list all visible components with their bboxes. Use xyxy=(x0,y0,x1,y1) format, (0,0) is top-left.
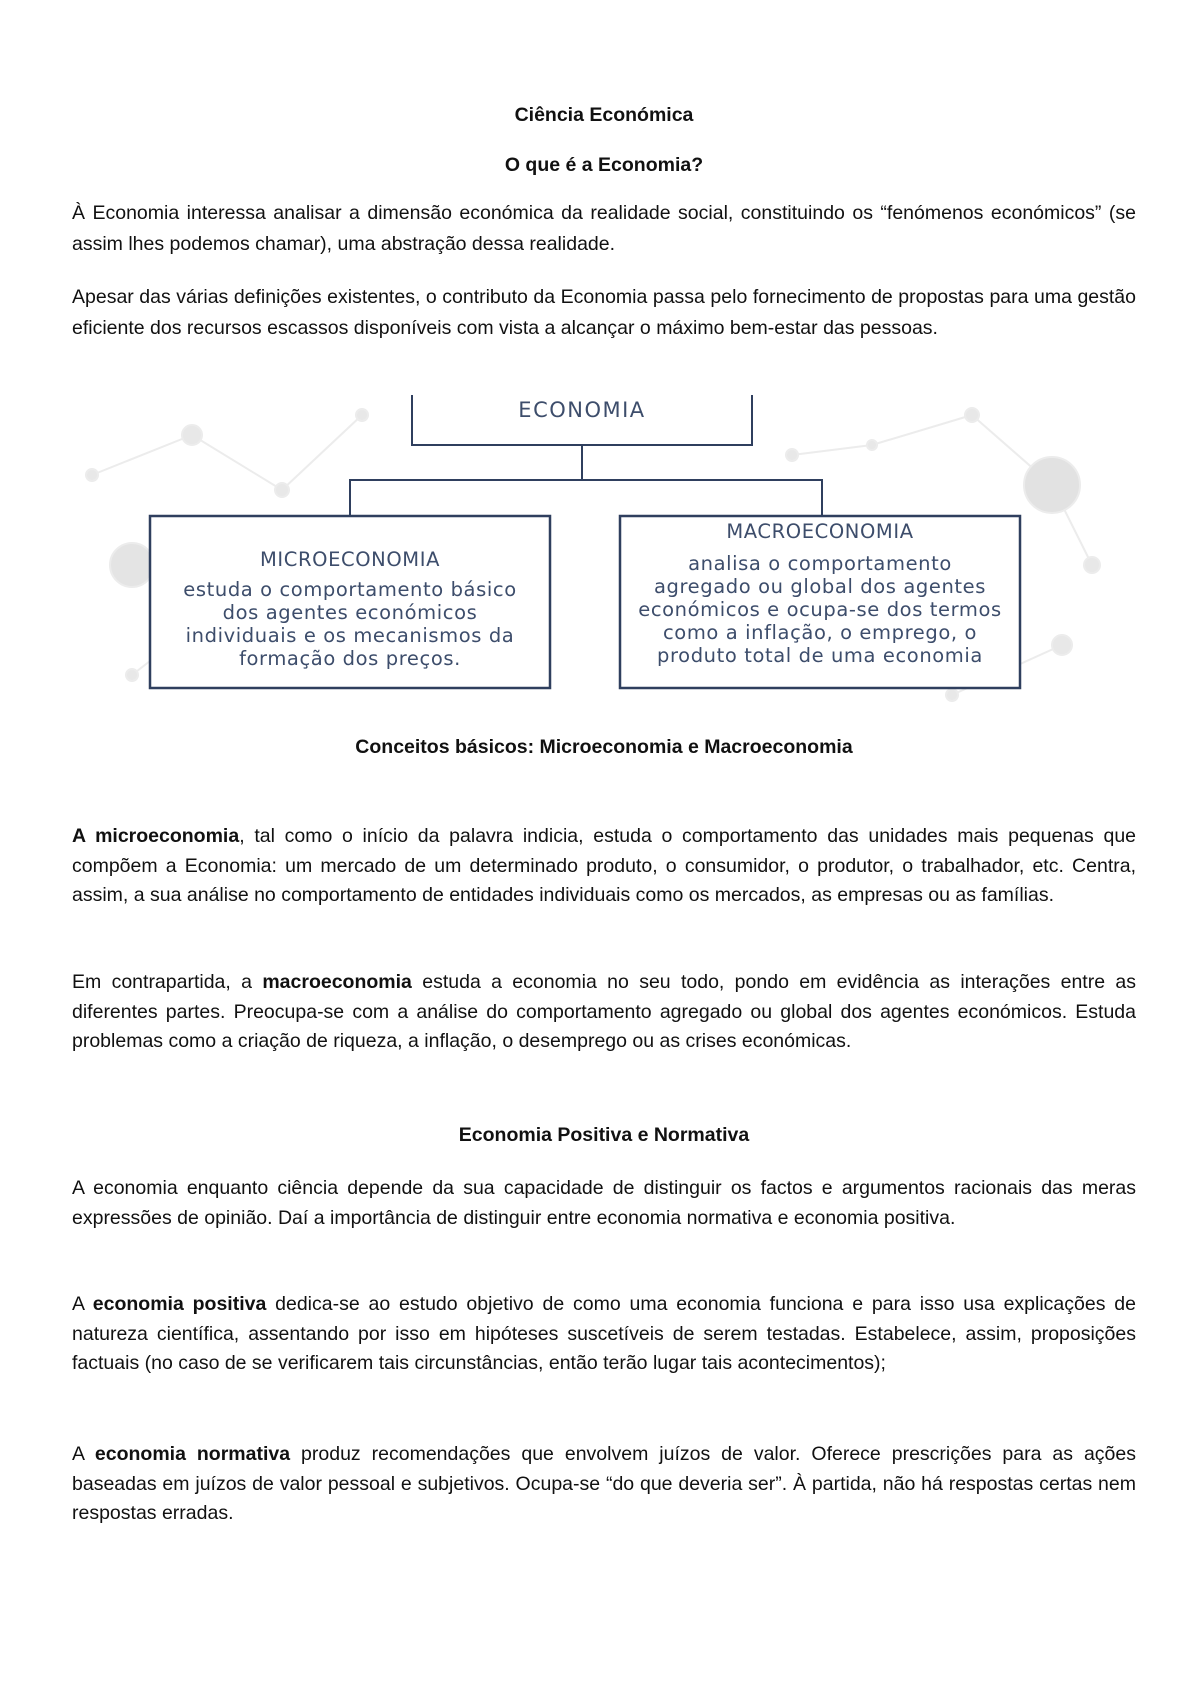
macroeconomia-title: MACROECONOMIA xyxy=(726,520,914,543)
macroeconomia-line: económicos e ocupa-se dos termos xyxy=(638,598,1002,621)
diagram-root-label: ECONOMIA xyxy=(518,398,646,422)
microeconomia-term: A microeconomia xyxy=(72,825,240,847)
economy-diagram xyxy=(72,395,1136,735)
microeconomia-paragraph xyxy=(72,822,1136,911)
macroeconomia-line: como a inflação, o emprego, o xyxy=(662,621,978,644)
microeconomia-text: , tal como o início da palavra indicia, estuda o comportamento das unidades mais pequenas que compõem a Economia: um mercado de um determinado produto, o consumidor, o produtor, o trabalhador, etc. Centra, assim, a sua análise no comportamento de entidades individuais como os mercados, as empresas ou as famílias. xyxy=(72,825,1137,906)
microeconomia-title: MICROECONOMIA xyxy=(259,548,441,571)
microeconomia-line: dos agentes económicos xyxy=(222,601,478,624)
science-paragraph: A economia enquanto ciência depende da sua capacidade de distinguir os factos e argumentos racionais das meras expressões de opinião. Daí a importância de distinguir entre economia normativa e economia positiva. xyxy=(72,1177,1136,1229)
document-subtitle: O que é a Economia? xyxy=(504,154,704,176)
document-title: Ciência Económica xyxy=(514,104,694,126)
positive-normative-heading: Economia Positiva e Normativa xyxy=(458,1124,750,1146)
macroeconomia-term: macroeconomia xyxy=(262,971,412,993)
positive-economics-paragraph xyxy=(72,1290,1136,1379)
normative-term: economia normativa xyxy=(94,1443,291,1465)
intro-paragraph-1: À Economia interessa analisar a dimensão económica da realidade social, constituindo os “fenómenos económicos” (se assim lhes podemos chamar), uma abstração dessa realidade. xyxy=(72,202,1136,255)
normative-lead: A xyxy=(72,1443,95,1465)
microeconomia-line: formação dos preços. xyxy=(239,647,461,670)
microeconomia-line: estuda o comportamento básico xyxy=(183,578,517,601)
macroeconomia-line: agregado ou global dos agentes xyxy=(653,575,987,598)
macroeconomia-line: analisa o comportamento xyxy=(688,552,952,575)
normative-economics-paragraph xyxy=(72,1440,1136,1529)
concepts-heading: Conceitos básicos: Microeconomia e Macroeconomia xyxy=(355,736,853,758)
macroeconomia-paragraph xyxy=(72,968,1136,1057)
positive-text: dedica-se ao estudo objetivo de como uma economia funciona e para isso usa explicações de natureza científica, assentando por isso em hipóteses suscetíveis de serem testadas. Estabelece, assim, proposições factuais (no caso de se verificarem tais circunstâncias, então terão lugar tais acontecimentos); xyxy=(72,1293,1136,1374)
normative-text: produz recomendações que envolvem juízos de valor. Oferece prescrições para as ações baseadas em juízos de valor pessoal e subjetivos. Ocupa-se “do que deveria ser”. À partida, não há respostas certas nem respostas erradas. xyxy=(72,1443,1136,1524)
macroeconomia-text: estuda a economia no seu todo, pondo em evidência as interações entre as diferentes partes. Preocupa-se com a análise do comportamento agregado ou global dos agentes económicos. Estuda problemas como a criação de riqueza, a inflação, o desemprego ou as crises económicas. xyxy=(72,971,1136,1052)
macroeconomia-line: produto total de uma economia xyxy=(657,644,983,667)
positive-lead: A xyxy=(72,1293,93,1315)
microeconomia-line: individuais e os mecanismos da xyxy=(185,624,515,647)
macroeconomia-lead: Em contrapartida, a xyxy=(72,971,263,993)
positive-term: economia positiva xyxy=(92,1293,267,1315)
intro-paragraph-2: Apesar das várias definições existentes, o contributo da Economia passa pelo fornecimento de propostas para uma gestão eficiente dos recursos escassos disponíveis com vista a alcançar o máximo bem-estar das pessoas. xyxy=(72,286,1136,339)
